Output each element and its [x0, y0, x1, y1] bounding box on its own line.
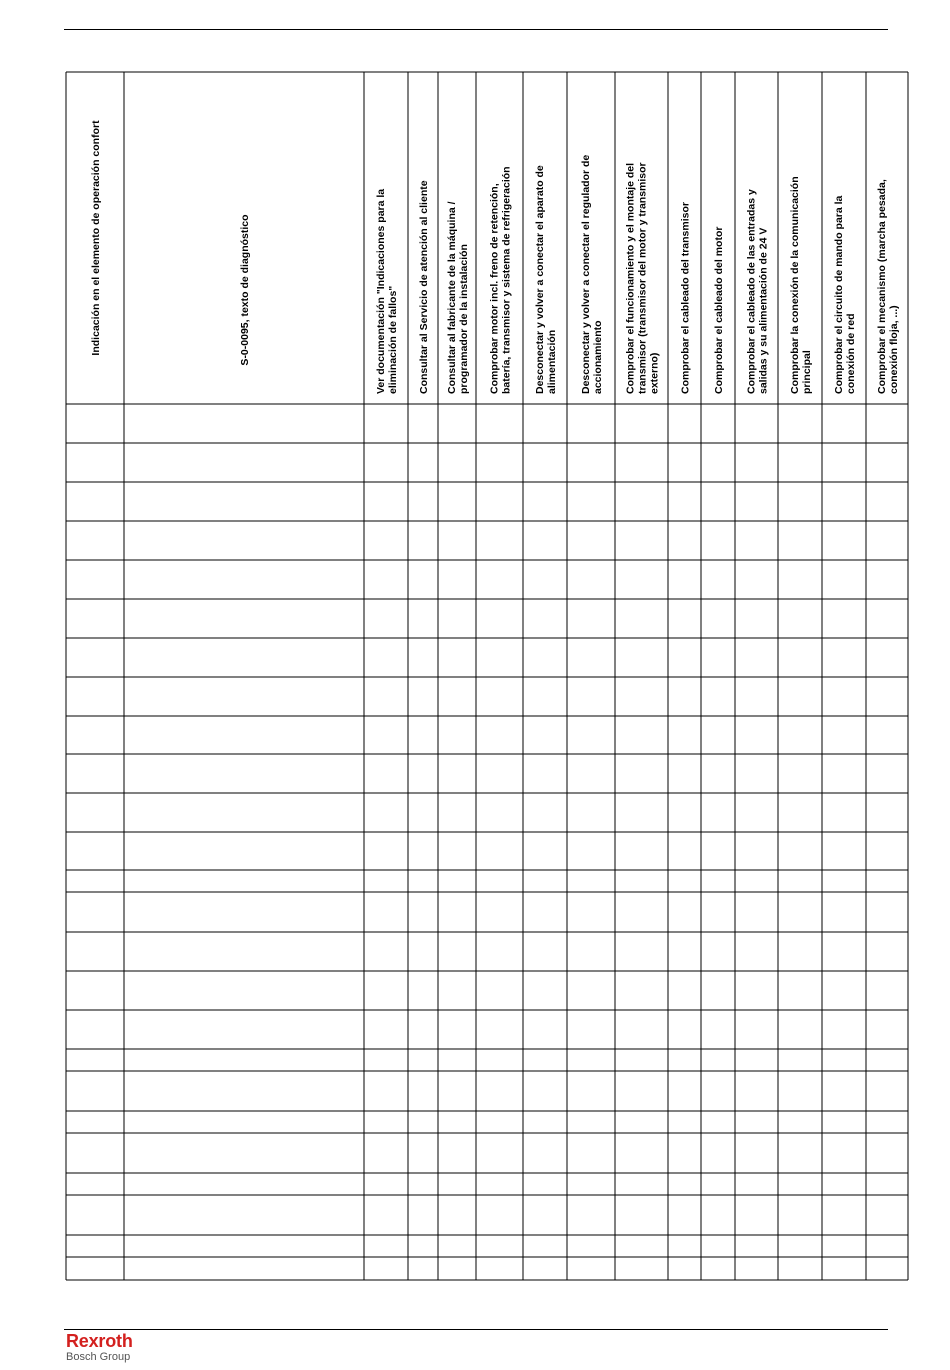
header-label-col-13: principal: [801, 350, 813, 394]
header-label-col-12: Comprobar el cableado de las entradas y: [745, 189, 758, 394]
header-label-col-9: externo): [648, 352, 661, 394]
header-label-col-5: Consultar al fabricante de la máquina /: [446, 201, 458, 394]
header-label-col-7: alimentación: [546, 329, 558, 394]
header-label-col-4: Consultar al Servicio de atención al cliente: [418, 180, 430, 394]
header-label-col-15: conexión floja, ...): [888, 305, 900, 394]
header-label-col-14: Comprobar el circuito de mando para la: [833, 195, 845, 394]
header-label-col-1: Indicación en el elemento de operación confort: [90, 120, 102, 356]
header-label-col-7: Desconectar y volver a conectar el aparato de: [534, 165, 546, 394]
header-label-col-3: eliminación de fallos": [387, 285, 399, 394]
header-label-col-8: Desconectar y volver a conectar el regulador de: [580, 154, 592, 394]
header-label-col-2: S-0-0095, texto de diagnóstico: [239, 214, 251, 366]
header-label-col-8: accionamiento: [592, 320, 604, 394]
header-label-col-9: Comprobar el funcionamiento y el montaje del: [624, 162, 637, 394]
header-label-col-6: Comprobar motor incl. freno de retención,: [488, 183, 501, 394]
header-label-col-11: Comprobar el cableado del motor: [713, 226, 725, 394]
logo-brand: Rexroth: [66, 1331, 133, 1351]
rexroth-logo: [66, 1331, 133, 1363]
header-label-col-13: Comprobar la conexión de la comunicación: [789, 176, 801, 394]
header-label-col-5: programador de la instalación: [458, 244, 470, 394]
logo-group: Bosch Group: [66, 1351, 131, 1363]
header-label-col-9: transmisor (transmisor del motor y transmisor: [636, 162, 649, 394]
header-label-col-3: Ver documentación "Indicaciones para la: [375, 188, 387, 394]
header-label-col-10: Comprobar el cableado del transmisor: [679, 202, 692, 394]
footer-rule: [64, 1329, 888, 1330]
header-label-col-14: conexión de red: [845, 313, 857, 394]
header-label-col-12: salidas y su alimentación de 24 V: [757, 227, 770, 394]
header-label-col-15: Comprobar el mecanismo (marcha pesada,: [876, 179, 888, 394]
header-label-col-6: batería, transmisor y sistema de refrigeración: [500, 166, 513, 394]
